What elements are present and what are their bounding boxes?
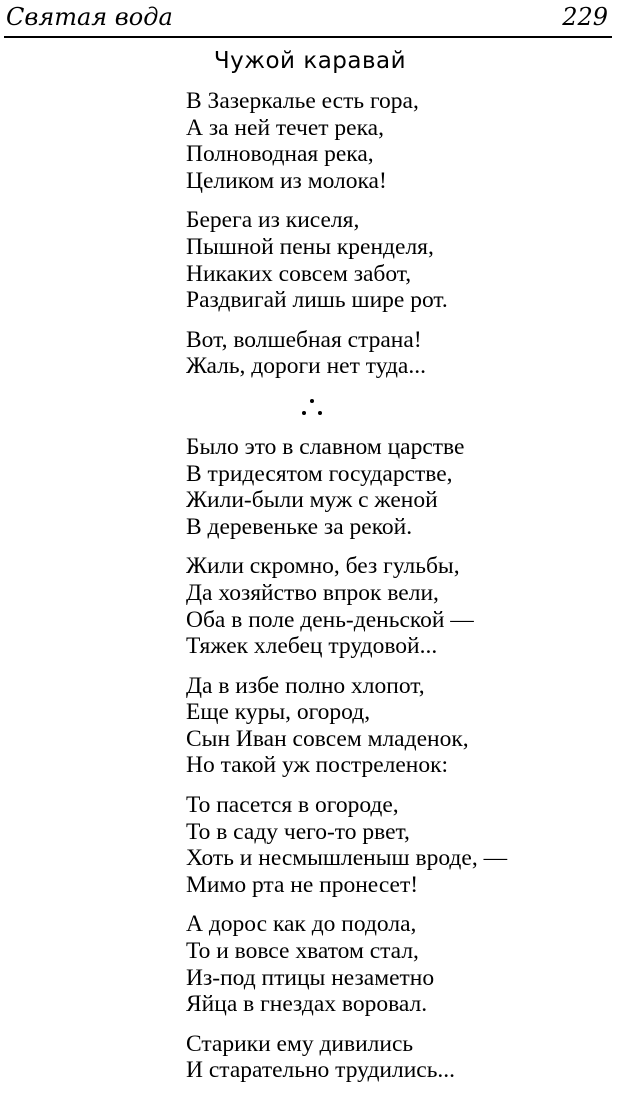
poem-line: Яйца в гнездах воровал. (186, 991, 428, 1018)
stanza (186, 88, 606, 194)
poem-line: То пасется в огороде, (186, 792, 399, 819)
poem-line: А за ней течет река, (186, 114, 384, 141)
asterism-separator (186, 393, 606, 421)
poem-line: Жили скромно, без гульбы, (186, 553, 460, 580)
stanza (186, 553, 606, 659)
stanza (186, 434, 606, 540)
poem-line: Тяжек хлебец трудовой... (186, 633, 438, 660)
poem-line: Полноводная река, (186, 141, 374, 168)
poem-line: Было это в славном царстве (186, 433, 465, 460)
poem-line: Да хозяйство впрок вели, (186, 579, 439, 606)
poem-line: Да в избе полно хлопот, (186, 672, 425, 699)
poem-line: Старики ему дивились (186, 1030, 414, 1057)
poem-line: Вот, волшебная страна! (186, 326, 422, 353)
poem-line: Но такой уж постреленок: (186, 752, 449, 779)
poem-line: Целиком из молока! (186, 167, 387, 194)
running-title: Святая вода (6, 3, 173, 31)
poem-line: Берега из киселя, (186, 207, 360, 234)
running-head (4, 0, 612, 38)
poem-line: Сын Иван совсем младенок, (186, 725, 469, 752)
poem-line: Никаких совсем забот, (186, 260, 412, 287)
poem-line: И старательно трудились... (186, 1057, 456, 1084)
poem-line: Мимо рта не пронесет! (186, 871, 419, 898)
stanza (186, 207, 606, 313)
poem-line: Раздвигай лишь шире рот. (186, 287, 448, 314)
poem-line: Жаль, дороги нет туда... (186, 353, 426, 380)
stanza (186, 1031, 606, 1084)
separator-dot (302, 411, 306, 415)
poem-line: В деревеньке за рекой. (186, 513, 413, 540)
stanza (186, 792, 606, 898)
poem-body (186, 88, 606, 1097)
poem-line: Из-под птицы незаметно (186, 964, 435, 991)
poem-line: То в саду чего-то рвет, (186, 818, 410, 845)
poem-line: В Зазеркалье есть гора, (186, 88, 419, 114)
poem-line: А дорос как до подола, (186, 911, 417, 938)
separator-dot (318, 411, 322, 415)
poem-line: То и вовсе хватом стал, (186, 938, 419, 965)
page-number: 229 (562, 3, 608, 31)
stanza (186, 911, 606, 1017)
poem-line: Хоть и несмышленыш вроде, — (186, 845, 508, 872)
separator-dot (310, 399, 314, 403)
poem-line: Жили-были муж с женой (186, 487, 438, 514)
poem-line: Еще куры, огород, (186, 699, 371, 726)
poem-line: Пышной пены кренделя, (186, 233, 434, 260)
poem-line: В тридесятом государстве, (186, 460, 453, 487)
poem-title: Чужой каравай (213, 48, 407, 74)
poem-line: Оба в поле день-деньской — (186, 606, 474, 633)
stanza (186, 327, 606, 380)
stanza (186, 673, 606, 779)
